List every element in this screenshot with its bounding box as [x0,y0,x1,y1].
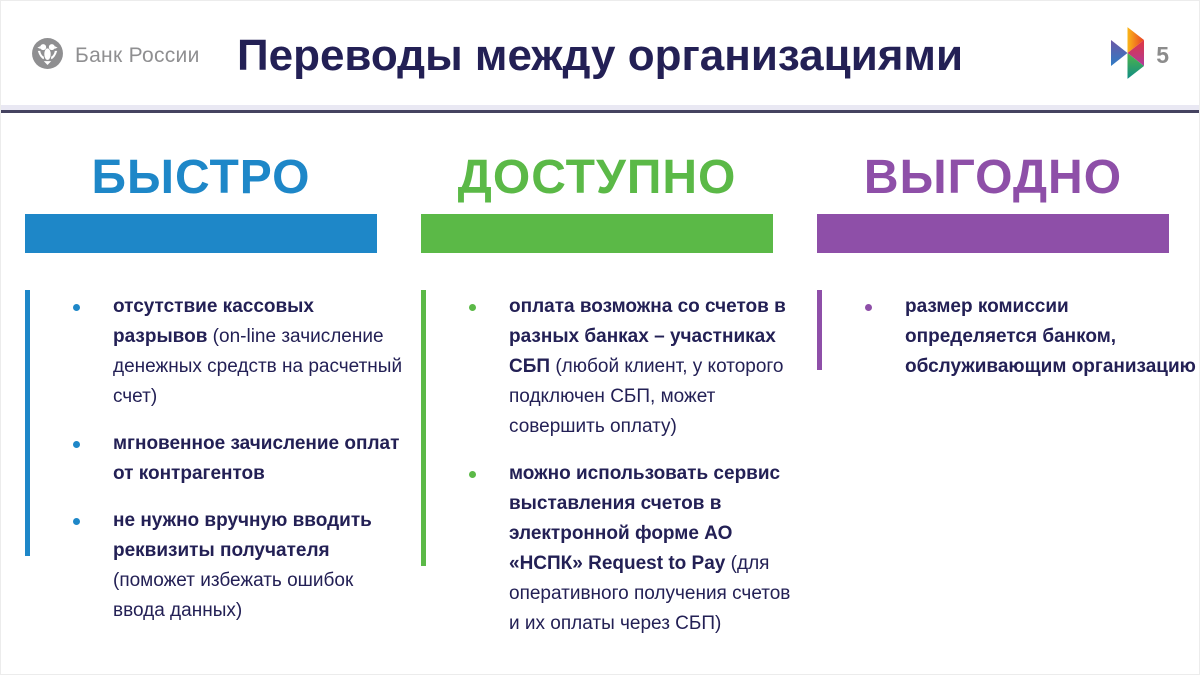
bullet-bold-text: не нужно вручную вводить реквизиты получателя [113,510,372,561]
bullet-list [30,290,405,643]
column-title: ДОСТУПНО [457,151,737,204]
bullet-rest-text: (для оперативного получения счетов и их оплаты через СБП) [509,553,791,634]
column-title: ВЫГОДНО [863,151,1123,204]
bullet-item [113,429,405,489]
page-title: Переводы между организациями [236,30,964,80]
slide-header [1,1,1199,113]
bullet-bold-text: отсутствие кассовых разрывов [113,296,314,347]
header-right [1111,27,1169,84]
benefit-columns [25,149,1196,656]
column-content [25,290,403,643]
bullet-item [509,459,801,639]
column-bar [817,214,1169,253]
bullet-item [905,292,1197,382]
cbr-brand-label: Банк России [75,43,200,67]
column-fast [25,149,403,656]
bullet-list [822,290,1197,399]
bullet-bold-text: можно использовать сервис выставления счетов в электронной форме АО «НСПК» Request to Pay [509,463,781,574]
bullet-item [113,506,405,626]
bullet-bold-text: размер комиссии определяется банком, обслуживающим организацию [905,296,1196,377]
bullet-item [113,292,405,412]
bullet-list [426,290,801,656]
cbr-eagle-icon [31,37,64,75]
column-bar [421,214,773,253]
column-title: БЫСТРО [91,151,311,204]
page-number: 5 [1156,42,1169,68]
sbp-logo-icon [1111,27,1144,84]
column-accessible [421,149,791,656]
bullet-rest-text: (on-line зачисление денежных средств на расчетный счет) [113,326,403,407]
bullet-item [509,292,801,442]
bullet-bold-text: оплата возможна со счетов в разных банках – участниках СБП [509,296,786,377]
column-bar [25,214,377,253]
bullet-rest-text: (поможет избежать ошибок ввода данных) [113,570,354,621]
column-content [421,290,791,656]
cbr-brand [31,37,200,75]
bullet-rest-text: (любой клиент, у которого подключен СБП, может совершить оплату) [509,356,784,437]
column-content [817,290,1196,399]
bullet-bold-text: мгновенное зачисление оплат от контрагентов [113,433,400,484]
column-profitable [817,149,1196,656]
